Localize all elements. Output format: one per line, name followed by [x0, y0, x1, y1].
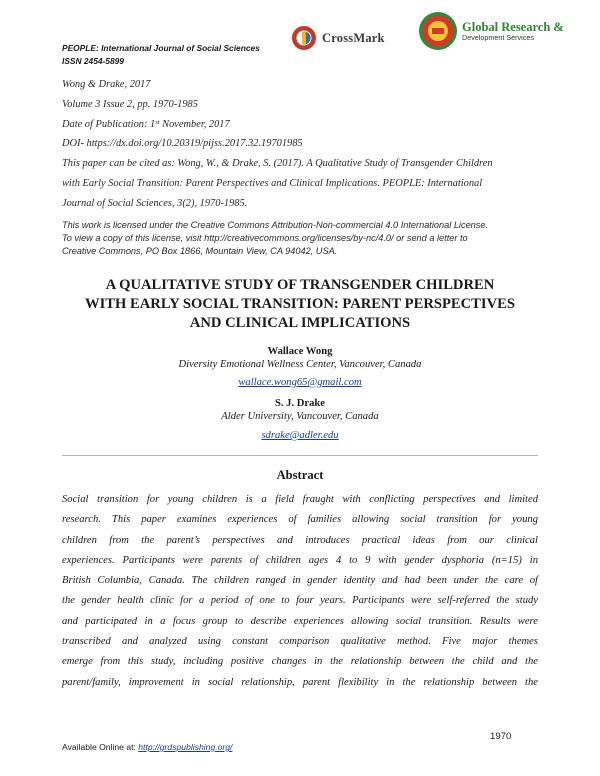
section-divider: [62, 455, 538, 456]
abstract-line: the gender health clinic for a period of one to four years. Participants were self-referred the study: [62, 595, 538, 607]
abstract-line: transcribed and analyzed using constant comparison qualitative method. Five major themes: [62, 636, 538, 648]
doi-link[interactable]: DOI- https://dx.doi.org/10.20319/pijss.2017.32.19701985: [62, 138, 303, 149]
publisher-logo: [418, 10, 564, 52]
author-affiliation: Diversity Emotional Wellness Center, Vancouver, Canada: [178, 359, 422, 370]
abstract-line: British Columbia, Canada. The children ranged in gender identity and had been under the care of: [62, 575, 538, 587]
abstract-line: and participated in a focus group to describe experiences allowing social transition. Results were: [62, 615, 538, 627]
abstract-line: Social transition for young children is a field fraught with conflicting perspectives and limited: [62, 494, 538, 505]
citation-line: with Early Social Transition: Parent Perspectives and Clinical Implications. PEOPLE: International: [62, 178, 483, 189]
title-line: AND CLINICAL IMPLICATIONS: [189, 315, 411, 331]
footer-availability: [62, 742, 232, 752]
abstract-line: children from the parent’s perspectives and introduces practical ideas from our clinical: [62, 534, 538, 546]
author-name: S. J. Drake: [274, 398, 326, 409]
grds-seal-icon: [418, 11, 458, 51]
title-line: WITH EARLY SOCIAL TRANSITION: PARENT PERSPECTIVES: [85, 296, 515, 312]
abstract-line: emerge from this study, including positive changes in the relationship between the child and the: [62, 656, 538, 668]
footer-url-link[interactable]: http://grdspublishing.org/: [138, 742, 233, 752]
author-email-row: [40, 372, 560, 390]
footer-label: Available Online at:: [62, 742, 139, 752]
author-email[interactable]: sdrake@adler.edu: [261, 430, 339, 441]
abstract-body: [62, 490, 538, 693]
page-number: 1970: [490, 731, 512, 742]
title-line: A QUALITATIVE STUDY OF TRANSGENDER CHILDREN: [105, 277, 495, 293]
abstract-heading: Abstract: [276, 468, 324, 482]
crossmark-icon: [291, 23, 317, 53]
publisher-subtitle: Development Services: [462, 33, 534, 43]
paper-title: [40, 276, 560, 333]
volume-pages: Volume 3 Issue 2, pp. 1970-1985: [62, 99, 198, 110]
author-name: Wallace Wong: [267, 346, 333, 357]
journal-issn: ISSN 2454-5899: [62, 56, 124, 66]
crossmark-label: CrossMark: [322, 30, 385, 45]
license-line: This work is licensed under the Creative Commons Attribution-Non-commercial 4.0 International License.: [62, 220, 489, 230]
journal-name: PEOPLE: International Journal of Social Sciences: [62, 43, 260, 53]
author-email[interactable]: wallace.wong65@gmail.com: [238, 377, 362, 388]
author-email-row: [40, 425, 560, 443]
author-affiliation: Alder University, Vancouver, Canada: [221, 411, 379, 422]
citation-line: Journal of Social Sciences, 3(2), 1970-1985.: [62, 198, 248, 209]
abstract-line: parent/family, improvement in social relationship, parent flexibility in the relationship between the: [62, 676, 538, 688]
abstract-line: research. This paper examines experiences of families allowing social transition for young: [62, 514, 538, 526]
license-line: To view a copy of this license, visit http://creativecommons.org/licenses/by-nc/4.0/ or send a letter to: [62, 233, 468, 243]
citation-line: This paper can be cited as: Wong, W., & Drake, S. (2017). A Qualitative Study of Transgender Children: [62, 158, 493, 169]
crossmark-logo[interactable]: [291, 22, 385, 54]
publication-date: Date of Publication: 1st November, 2017: [62, 119, 230, 130]
authors-year: Wong & Drake, 2017: [62, 79, 151, 90]
abstract-line: experiences. Participants were parents of children ages 4 to 9 with gender dysphoria (n=15) in: [62, 554, 538, 566]
publisher-name: Global Research &: [462, 19, 564, 34]
license-line: Creative Commons, PO Box 1866, Mountain View, CA 94042, USA.: [62, 246, 338, 256]
